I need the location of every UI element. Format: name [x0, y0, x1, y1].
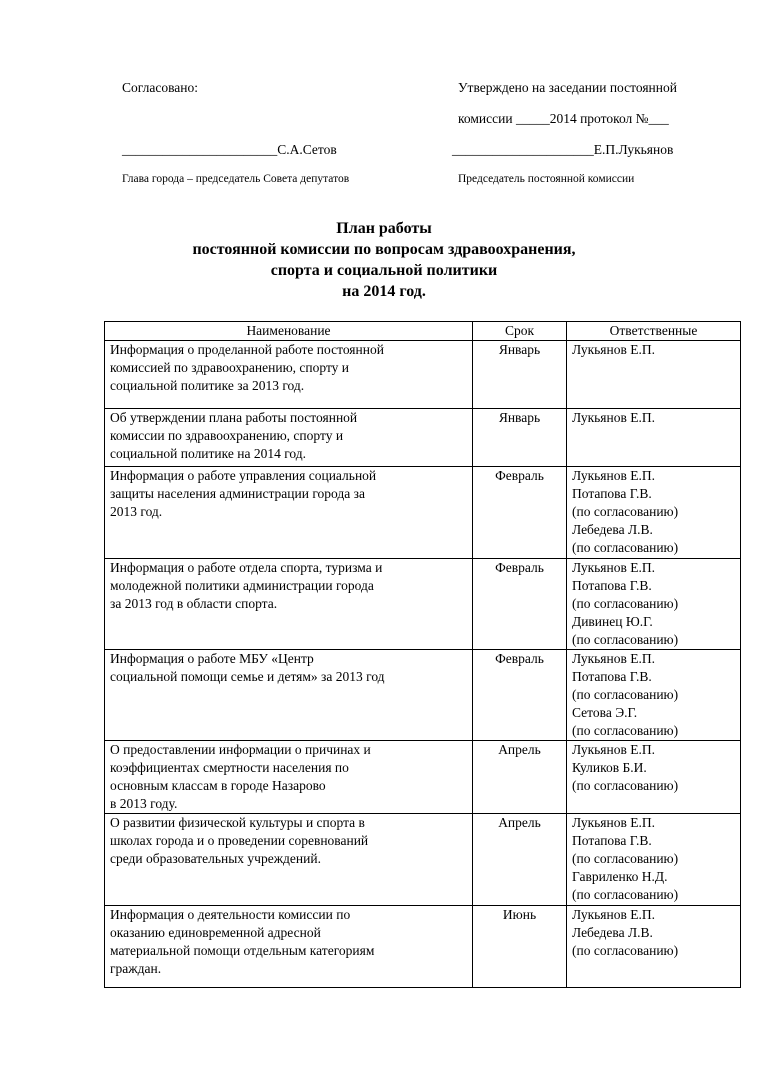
- task-text-line: оказанию единовременной адресной: [110, 925, 321, 940]
- term-cell: Апрель: [473, 741, 567, 814]
- agreed-position: Глава города – председатель Совета депутатов: [122, 173, 350, 185]
- responsible-person: (по согласованию): [572, 596, 679, 611]
- task-text-line: за 2013 год в области спорта.: [110, 596, 278, 611]
- task-text-line: школах города и о проведении соревнований: [110, 833, 369, 848]
- responsible-person: Лебедева Л.В.: [572, 522, 653, 537]
- table-header-row: [105, 322, 741, 341]
- responsible-person: Сетова Э.Г.: [572, 705, 638, 720]
- task-text-line: 2013 год.: [110, 504, 163, 519]
- responsible-cell: [567, 906, 741, 988]
- approved-line-2: комиссии _____2014 протокол №___: [458, 111, 669, 126]
- responsible-person: Лукьянов Е.П.: [572, 342, 655, 357]
- task-text-line: Информация о проделанной работе постоянной: [110, 342, 384, 357]
- task-cell: [105, 741, 473, 814]
- responsible-person: (по согласованию): [572, 851, 679, 866]
- approved-signature-line: _____________________Е.П.Лукьянов: [452, 142, 674, 157]
- table-row: [105, 814, 741, 906]
- responsible-person: (по согласованию): [572, 943, 679, 958]
- task-text-line: граждан.: [110, 961, 162, 976]
- header-term: Срок: [473, 322, 567, 341]
- responsible-person: Гавриленко Н.Д.: [572, 869, 668, 884]
- table-row: [105, 906, 741, 988]
- term-cell: Январь: [473, 341, 567, 409]
- task-cell: [105, 650, 473, 741]
- task-text-line: основным классам в городе Назарово: [110, 778, 326, 793]
- responsible-cell: [567, 741, 741, 814]
- approved-line-1: Утверждено на заседании постоянной: [458, 80, 677, 95]
- responsible-person: Лукьянов Е.П.: [572, 468, 655, 483]
- header-responsible: Ответственные: [567, 322, 741, 341]
- responsible-person: Потапова Г.В.: [572, 833, 652, 848]
- responsible-person: (по согласованию): [572, 687, 679, 702]
- responsible-cell: [567, 650, 741, 741]
- responsible-person: Дивинец Ю.Г.: [572, 614, 653, 629]
- task-cell: [105, 341, 473, 409]
- agreed-label: Согласовано:: [122, 80, 198, 95]
- table-row: [105, 409, 741, 467]
- responsible-person: Лебедева Л.В.: [572, 925, 653, 940]
- term-cell: Февраль: [473, 559, 567, 650]
- task-text-line: среди образовательных учреждений.: [110, 851, 321, 866]
- responsible-person: Лукьянов Е.П.: [572, 651, 655, 666]
- term-cell: Апрель: [473, 814, 567, 906]
- responsible-cell: [567, 467, 741, 559]
- task-text-line: молодежной политики администрации города: [110, 578, 374, 593]
- task-text-line: Информация о работе управления социальной: [110, 468, 377, 483]
- task-text-line: в 2013 году.: [110, 796, 178, 811]
- task-cell: [105, 467, 473, 559]
- term-cell: Февраль: [473, 650, 567, 741]
- responsible-person: (по согласованию): [572, 504, 679, 519]
- task-text-line: материальной помощи отдельным категориям: [110, 943, 375, 958]
- responsible-cell: [567, 814, 741, 906]
- approved-position: Председатель постоянной комиссии: [458, 173, 635, 185]
- table-row: [105, 741, 741, 814]
- responsible-person: Лукьянов Е.П.: [572, 907, 655, 922]
- task-text-line: социальной политике на 2014 год.: [110, 446, 307, 461]
- term-cell: Февраль: [473, 467, 567, 559]
- task-text-line: социальной политике за 2013 год.: [110, 378, 305, 393]
- table-row: [105, 467, 741, 559]
- plan-table: [104, 321, 741, 988]
- document-title: [0, 218, 768, 302]
- table-row: [105, 650, 741, 741]
- task-cell: [105, 814, 473, 906]
- responsible-person: Лукьянов Е.П.: [572, 742, 655, 757]
- task-text-line: Информация о работе отдела спорта, туризма и: [110, 560, 383, 575]
- task-text-line: социальной помощи семье и детям» за 2013 год: [110, 669, 385, 684]
- task-text-line: Информация о деятельности комиссии по: [110, 907, 351, 922]
- title-line-2: постоянной комиссии по вопросам здравоохранения,: [192, 241, 576, 258]
- responsible-cell: [567, 559, 741, 650]
- task-text-line: Об утверждении плана работы постоянной: [110, 410, 358, 425]
- task-cell: [105, 409, 473, 467]
- responsible-person: Лукьянов Е.П.: [572, 560, 655, 575]
- responsible-person: Потапова Г.В.: [572, 669, 652, 684]
- term-cell: Январь: [473, 409, 567, 467]
- responsible-person: Куликов Б.И.: [572, 760, 647, 775]
- task-text-line: защиты населения администрации города за: [110, 486, 365, 501]
- title-line-1: План работы: [336, 220, 432, 237]
- plan-table-body: [105, 341, 741, 988]
- task-text-line: Информация о работе МБУ «Центр: [110, 651, 314, 666]
- task-cell: [105, 559, 473, 650]
- responsible-cell: [567, 409, 741, 467]
- responsible-person: Потапова Г.В.: [572, 578, 652, 593]
- title-line-3: спорта и социальной политики: [270, 262, 498, 279]
- task-text-line: О развитии физической культуры и спорта в: [110, 815, 365, 830]
- responsible-person: Лукьянов Е.П.: [572, 410, 655, 425]
- title-line-4: на 2014 год.: [342, 283, 426, 300]
- task-text-line: комиссией по здравоохранению, спорту и: [110, 360, 350, 375]
- responsible-person: (по согласованию): [572, 632, 679, 647]
- responsible-cell: [567, 341, 741, 409]
- responsible-person: Потапова Г.В.: [572, 486, 652, 501]
- agreed-signature-line: _______________________С.А.Сетов: [122, 142, 337, 157]
- task-cell: [105, 906, 473, 988]
- responsible-person: (по согласованию): [572, 723, 679, 738]
- task-text-line: коэффициентах смертности населения по: [110, 760, 349, 775]
- table-row: [105, 341, 741, 409]
- term-cell: Июнь: [473, 906, 567, 988]
- task-text-line: комиссии по здравоохранению, спорту и: [110, 428, 344, 443]
- responsible-person: (по согласованию): [572, 540, 679, 555]
- responsible-person: (по согласованию): [572, 887, 679, 902]
- table-row: [105, 559, 741, 650]
- header-name: Наименование: [105, 322, 473, 341]
- responsible-person: Лукьянов Е.П.: [572, 815, 655, 830]
- task-text-line: О предоставлении информации о причинах и: [110, 742, 371, 757]
- responsible-person: (по согласованию): [572, 778, 679, 793]
